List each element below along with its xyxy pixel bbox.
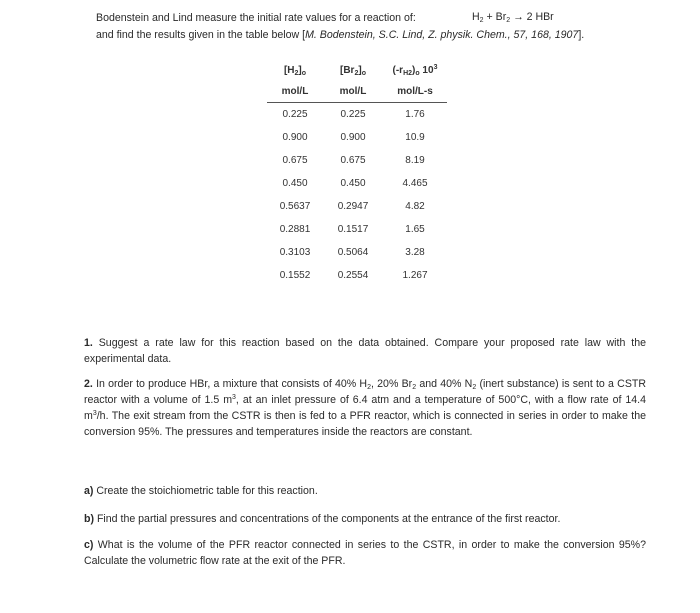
- citation: M. Bodenstein, S.C. Lind, Z. physik. Chem., 57, 168, 1907: [305, 29, 579, 41]
- table-row: [267, 149, 447, 172]
- question-2: 2. In order to produce HBr, a mixture that consists of 40% $H_2$, 20% $Br_2$ and 40% $N_2$ (inert substance) is sent to a CSTR reactor with a volume of 1.5 $m^3$, at an inlet pressure of 6.4 atm and a temperature of 500°C, with a flow rate of 14.4 $m^3/h$. The exit stream from the CSTR is then is fed to a PFR reactor, which is connected in series in order to make the conversion 95%. The pressures and temperatures inside the reactors are constant.: [84, 378, 647, 438]
- cell-br2: 0.225: [340, 109, 366, 120]
- cell-br2: 0.450: [340, 178, 366, 189]
- header-br2: $[Br_2]_o$: [340, 64, 366, 77]
- cell-h2: 0.900: [282, 132, 308, 143]
- header-rate: $(-r_{H2})_o$ $10^3$: [392, 63, 438, 77]
- table-row: [267, 218, 447, 241]
- rate-data-table: [267, 60, 447, 287]
- table-row: [267, 241, 447, 264]
- cell-h2: 0.675: [282, 155, 308, 166]
- intro-line-1: Bodenstein and Lind measure the initial rate values for a reaction of:: [96, 12, 416, 24]
- question-2a: a) Create the stoichiometric table for this reaction.: [84, 485, 318, 497]
- cell-h2: 0.5637: [279, 201, 311, 212]
- cell-rate: 1.65: [405, 224, 425, 235]
- unit-br2: mol/L: [323, 80, 383, 103]
- question-2b: b) Find the partial pressures and concentrations of the components at the entrance of the first reactor.: [84, 513, 561, 525]
- cell-rate: 3.28: [405, 247, 425, 258]
- table-row: [267, 195, 447, 218]
- table-row: [267, 126, 447, 149]
- cell-br2: 0.900: [340, 132, 366, 143]
- cell-rate: 4.465: [402, 178, 428, 189]
- cell-br2: 0.5064: [337, 247, 369, 258]
- cell-h2: 0.225: [282, 109, 308, 120]
- unit-rate: mol/L-s: [383, 80, 447, 103]
- cell-br2: 0.2947: [337, 201, 369, 212]
- question-2c: c) What is the volume of the PFR reactor connected in series to the CSTR, in order to make the conversion 95%? Calculate the volumetric flow rate at the exit of the PFR.: [84, 539, 646, 567]
- cell-rate: 4.82: [405, 201, 425, 212]
- cell-rate: 1.76: [405, 109, 425, 120]
- question-1: 1. Suggest a rate law for this reaction based on the data obtained. Compare your proposed rate law with the experimental data.: [84, 337, 646, 365]
- cell-rate: 10.9: [405, 132, 425, 143]
- cell-h2: 0.3103: [279, 247, 311, 258]
- table-row: [267, 172, 447, 195]
- intro-line-2: and find the results given in the table below [M. Bodenstein, S.C. Lind, Z. physik. Chem., 57, 168, 1907].: [96, 29, 585, 41]
- reaction-equation: $H_2 + Br_2 \to 2$ HBr: [472, 11, 554, 24]
- table-row: [267, 264, 447, 287]
- cell-rate: 8.19: [405, 155, 425, 166]
- cell-br2: 0.2554: [337, 270, 369, 281]
- cell-h2: 0.1552: [279, 270, 311, 281]
- cell-br2: 0.1517: [337, 224, 369, 235]
- cell-h2: 0.2881: [279, 224, 311, 235]
- cell-h2: 0.450: [282, 178, 308, 189]
- cell-br2: 0.675: [340, 155, 366, 166]
- header-h2: $[H_2]_o$: [283, 64, 307, 77]
- unit-h2: mol/L: [267, 80, 323, 103]
- table-row: [267, 103, 447, 127]
- cell-rate: 1.267: [402, 270, 428, 281]
